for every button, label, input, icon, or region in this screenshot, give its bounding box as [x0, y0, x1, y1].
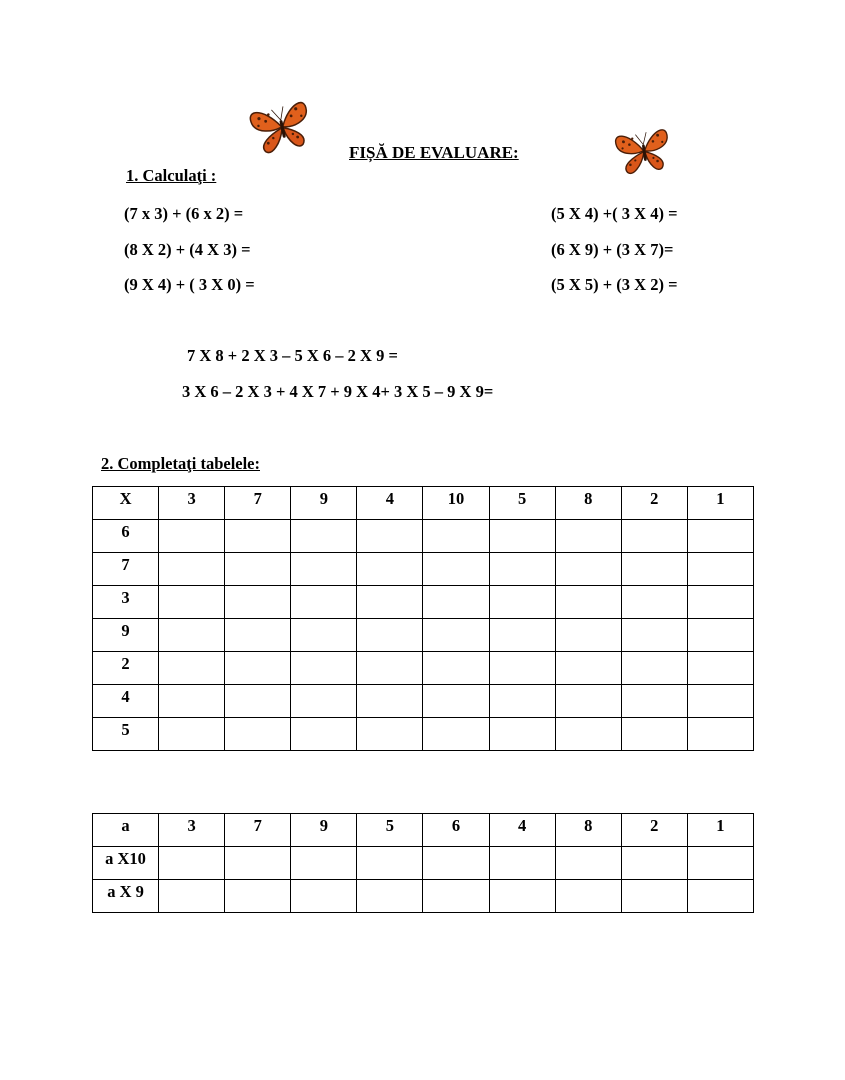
answer-cell[interactable] [621, 685, 687, 718]
answer-cell[interactable] [489, 880, 555, 913]
table-row [93, 880, 754, 913]
answer-cell[interactable] [357, 847, 423, 880]
column-header: 7 [225, 814, 291, 847]
answer-cell[interactable] [555, 586, 621, 619]
answer-cell[interactable] [687, 685, 753, 718]
answer-cell[interactable] [555, 553, 621, 586]
answer-cell[interactable] [423, 880, 489, 913]
column-header: 3 [159, 487, 225, 520]
answer-cell[interactable] [687, 880, 753, 913]
row-header: a X 9 [93, 880, 159, 913]
answer-cell[interactable] [225, 880, 291, 913]
column-header: 1 [687, 814, 753, 847]
answer-cell[interactable] [489, 847, 555, 880]
answer-cell[interactable] [159, 652, 225, 685]
answer-cell[interactable] [357, 880, 423, 913]
answer-cell[interactable] [159, 586, 225, 619]
answer-cell[interactable] [489, 586, 555, 619]
row-header: 6 [93, 520, 159, 553]
column-header: 9 [291, 814, 357, 847]
answer-cell[interactable] [225, 685, 291, 718]
table-row [93, 520, 754, 553]
answer-cell[interactable] [621, 718, 687, 751]
answer-cell[interactable] [621, 619, 687, 652]
column-header: 2 [621, 814, 687, 847]
row-header: 5 [93, 718, 159, 751]
answer-cell[interactable] [423, 652, 489, 685]
multiplication-table-2 [92, 813, 754, 913]
answer-cell[interactable] [159, 718, 225, 751]
exercise: (8 X 2) + (4 X 3) = [124, 240, 251, 259]
answer-cell[interactable] [159, 880, 225, 913]
answer-cell[interactable] [357, 685, 423, 718]
answer-cell[interactable] [423, 553, 489, 586]
answer-cell[interactable] [159, 553, 225, 586]
column-header: 2 [621, 487, 687, 520]
column-header: 7 [225, 487, 291, 520]
answer-cell[interactable] [687, 652, 753, 685]
exercise: (5 X 5) + (3 X 2) = [551, 275, 678, 294]
answer-cell[interactable] [621, 652, 687, 685]
section-2-heading: 2. Completaţi tabelele: [101, 454, 260, 473]
table-row [93, 847, 754, 880]
answer-cell[interactable] [357, 586, 423, 619]
answer-cell[interactable] [225, 847, 291, 880]
table-row [93, 553, 754, 586]
answer-cell[interactable] [621, 847, 687, 880]
table-corner-cell: X [93, 487, 159, 520]
answer-cell[interactable] [489, 619, 555, 652]
butterfly-icon [247, 96, 317, 156]
answer-cell[interactable] [291, 718, 357, 751]
answer-cell[interactable] [357, 652, 423, 685]
answer-cell[interactable] [687, 553, 753, 586]
answer-cell[interactable] [291, 619, 357, 652]
answer-cell[interactable] [225, 553, 291, 586]
row-header: 9 [93, 619, 159, 652]
row-header: a X10 [93, 847, 159, 880]
answer-cell[interactable] [489, 685, 555, 718]
column-header: 8 [555, 487, 621, 520]
answer-cell[interactable] [159, 847, 225, 880]
answer-cell[interactable] [687, 520, 753, 553]
row-header: 3 [93, 586, 159, 619]
table-row [93, 619, 754, 652]
exercise: (9 X 4) + ( 3 X 0) = [124, 275, 255, 294]
long-exercise: 3 X 6 – 2 X 3 + 4 X 7 + 9 X 4+ 3 X 5 – 9 X 9= [182, 382, 494, 401]
answer-cell[interactable] [291, 685, 357, 718]
column-header: 4 [357, 487, 423, 520]
answer-cell[interactable] [555, 880, 621, 913]
answer-cell[interactable] [423, 586, 489, 619]
answer-cell[interactable] [225, 619, 291, 652]
long-exercise: 7 X 8 + 2 X 3 – 5 X 6 – 2 X 9 = [187, 346, 398, 365]
answer-cell[interactable] [555, 652, 621, 685]
answer-cell[interactable] [225, 520, 291, 553]
answer-cell[interactable] [291, 520, 357, 553]
page-title: FIȘĂ DE EVALUARE: [349, 143, 519, 162]
section-1-heading: 1. Calculaţi : [126, 166, 217, 185]
exercise: (6 X 9) + (3 X 7)= [551, 240, 674, 259]
table-row [93, 685, 754, 718]
table-header-row [93, 487, 754, 520]
column-header: 4 [489, 814, 555, 847]
answer-cell[interactable] [555, 847, 621, 880]
answer-cell[interactable] [555, 718, 621, 751]
exercise: (7 x 3) + (6 x 2) = [124, 204, 244, 223]
column-header: 5 [357, 814, 423, 847]
answer-cell[interactable] [159, 619, 225, 652]
row-header: 7 [93, 553, 159, 586]
answer-cell[interactable] [555, 619, 621, 652]
answer-cell[interactable] [621, 586, 687, 619]
column-header: 10 [423, 487, 489, 520]
table-row [93, 586, 754, 619]
column-header: 1 [687, 487, 753, 520]
column-header: 9 [291, 487, 357, 520]
answer-cell[interactable] [357, 553, 423, 586]
answer-cell[interactable] [489, 652, 555, 685]
answer-cell[interactable] [621, 520, 687, 553]
multiplication-table-1 [92, 486, 754, 751]
exercise: (5 X 4) +( 3 X 4) = [551, 204, 678, 223]
answer-cell[interactable] [159, 520, 225, 553]
table-corner-cell: a [93, 814, 159, 847]
column-header: 6 [423, 814, 489, 847]
answer-cell[interactable] [687, 586, 753, 619]
answer-cell[interactable] [225, 652, 291, 685]
column-header: 3 [159, 814, 225, 847]
answer-cell[interactable] [621, 553, 687, 586]
answer-cell[interactable] [489, 520, 555, 553]
column-header: 5 [489, 487, 555, 520]
answer-cell[interactable] [555, 520, 621, 553]
table-row [93, 652, 754, 685]
answer-cell[interactable] [687, 718, 753, 751]
answer-cell[interactable] [489, 718, 555, 751]
answer-cell[interactable] [555, 685, 621, 718]
answer-cell[interactable] [225, 586, 291, 619]
answer-cell[interactable] [621, 880, 687, 913]
answer-cell[interactable] [357, 718, 423, 751]
answer-cell[interactable] [687, 619, 753, 652]
answer-cell[interactable] [423, 685, 489, 718]
row-header: 2 [93, 652, 159, 685]
answer-cell[interactable] [291, 652, 357, 685]
answer-cell[interactable] [423, 847, 489, 880]
butterfly-icon [612, 122, 676, 178]
answer-cell[interactable] [291, 880, 357, 913]
answer-cell[interactable] [291, 847, 357, 880]
answer-cell[interactable] [291, 553, 357, 586]
answer-cell[interactable] [489, 553, 555, 586]
answer-cell[interactable] [159, 685, 225, 718]
row-header: 4 [93, 685, 159, 718]
table-row [93, 718, 754, 751]
answer-cell[interactable] [423, 619, 489, 652]
answer-cell[interactable] [225, 718, 291, 751]
answer-cell[interactable] [357, 619, 423, 652]
answer-cell[interactable] [357, 520, 423, 553]
answer-cell[interactable] [687, 847, 753, 880]
answer-cell[interactable] [291, 586, 357, 619]
column-header: 8 [555, 814, 621, 847]
answer-cell[interactable] [423, 520, 489, 553]
table-header-row [93, 814, 754, 847]
answer-cell[interactable] [423, 718, 489, 751]
